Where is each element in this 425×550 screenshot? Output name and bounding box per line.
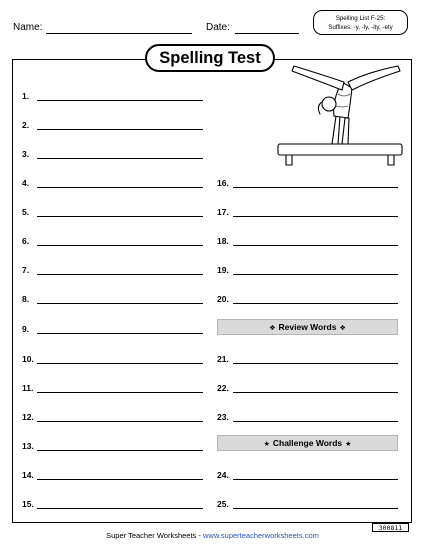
answer-line-right[interactable] bbox=[233, 421, 398, 422]
answer-line-left[interactable] bbox=[37, 187, 203, 188]
item-number-right: 16. bbox=[217, 178, 229, 188]
worksheet-code: 300811 bbox=[372, 523, 409, 532]
answer-line-left[interactable] bbox=[37, 508, 203, 509]
spelling-list-info bbox=[313, 10, 408, 35]
answer-line-left[interactable] bbox=[37, 363, 203, 364]
review-words-banner bbox=[217, 319, 398, 335]
page-title: Spelling Test bbox=[145, 44, 275, 72]
item-number-right: 24. bbox=[217, 470, 229, 480]
item-number-left: 11. bbox=[22, 383, 34, 393]
answer-line-right[interactable] bbox=[233, 245, 398, 246]
footer-brand: Super Teacher Worksheets bbox=[106, 531, 197, 540]
item-number-left: 2. bbox=[22, 120, 30, 130]
item-number-left: 4. bbox=[22, 178, 30, 188]
item-number-right: 19. bbox=[217, 265, 229, 275]
item-number-left: 1. bbox=[22, 91, 30, 101]
challenge-words-banner bbox=[217, 435, 398, 451]
answer-line-left[interactable] bbox=[37, 450, 203, 451]
item-number-right: 21. bbox=[217, 354, 229, 364]
answer-line-left[interactable] bbox=[37, 216, 203, 217]
item-number-right: 17. bbox=[217, 207, 229, 217]
challenge-words-label: Challenge Words bbox=[272, 438, 343, 448]
item-number-left: 13. bbox=[22, 441, 34, 451]
answer-line-left[interactable] bbox=[37, 274, 203, 275]
answer-line-left[interactable] bbox=[37, 392, 203, 393]
answer-line-right[interactable] bbox=[233, 187, 398, 188]
item-number-left: 7. bbox=[22, 265, 30, 275]
item-number-right: 18. bbox=[217, 236, 229, 246]
answer-line-left[interactable] bbox=[37, 129, 203, 130]
footer-separator: - bbox=[196, 531, 203, 540]
answer-line-right[interactable] bbox=[233, 363, 398, 364]
gymnast-balance-beam-icon bbox=[272, 60, 410, 168]
answer-line-right[interactable] bbox=[233, 216, 398, 217]
item-number-left: 8. bbox=[22, 294, 30, 304]
item-number-right: 22. bbox=[217, 383, 229, 393]
date-field[interactable] bbox=[235, 33, 299, 34]
item-number-left: 9. bbox=[22, 324, 30, 334]
item-number-left: 6. bbox=[22, 236, 30, 246]
item-number-left: 12. bbox=[22, 412, 34, 422]
name-field[interactable] bbox=[46, 33, 192, 34]
item-number-left: 15. bbox=[22, 499, 34, 509]
item-number-right: 23. bbox=[217, 412, 229, 422]
answer-line-right[interactable] bbox=[233, 392, 398, 393]
answer-line-left[interactable] bbox=[37, 100, 203, 101]
spelling-list-title: Spelling List F-25: bbox=[335, 15, 386, 22]
name-label: Name: bbox=[13, 22, 43, 33]
item-number-left: 5. bbox=[22, 207, 30, 217]
challenge-symbol-left-icon: ★ bbox=[263, 441, 270, 448]
item-number-left: 3. bbox=[22, 149, 30, 159]
review-symbol-right-icon: ❖ bbox=[339, 325, 346, 332]
footer-link[interactable]: www.superteacherworksheets.com bbox=[202, 531, 319, 540]
answer-line-right[interactable] bbox=[233, 274, 398, 275]
item-number-right: 20. bbox=[217, 294, 229, 304]
date-label: Date: bbox=[206, 22, 230, 33]
challenge-symbol-right-icon: ★ bbox=[345, 441, 352, 448]
answer-line-left[interactable] bbox=[37, 421, 203, 422]
spelling-list-suffixes: Suffixes: -y, -ly, -ity, -ety bbox=[328, 24, 393, 31]
answer-line-right[interactable] bbox=[233, 303, 398, 304]
answer-line-left[interactable] bbox=[37, 333, 203, 334]
answer-line-right[interactable] bbox=[233, 479, 398, 480]
item-number-left: 14. bbox=[22, 470, 34, 480]
answer-line-left[interactable] bbox=[37, 245, 203, 246]
review-symbol-left-icon: ❖ bbox=[269, 325, 276, 332]
answer-line-left[interactable] bbox=[37, 479, 203, 480]
footer bbox=[0, 531, 425, 540]
item-number-right: 25. bbox=[217, 499, 229, 509]
answer-line-left[interactable] bbox=[37, 303, 203, 304]
item-number-left: 10. bbox=[22, 354, 34, 364]
answer-line-right[interactable] bbox=[233, 508, 398, 509]
answer-line-left[interactable] bbox=[37, 158, 203, 159]
review-words-label: Review Words bbox=[278, 322, 337, 332]
